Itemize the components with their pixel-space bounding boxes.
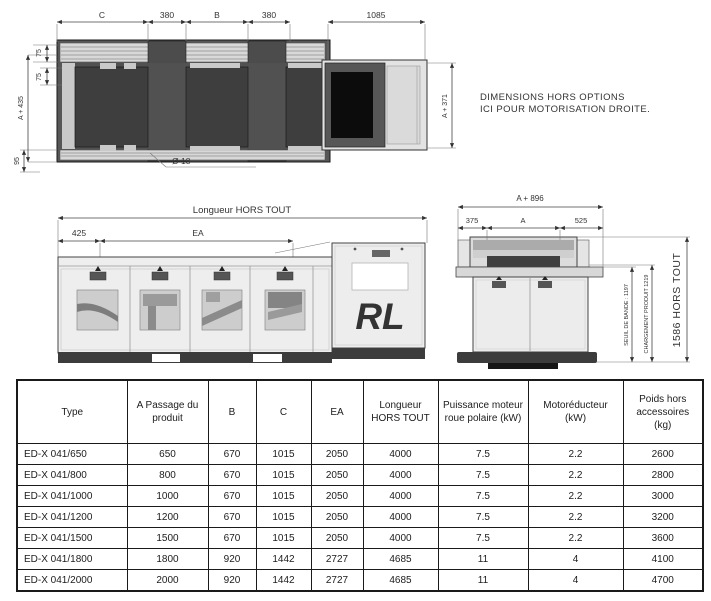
table-header-row [17,380,703,444]
column-header-ea: EA [311,380,363,444]
table-cell: 920 [208,549,256,570]
table-row [17,486,703,507]
table-cell: 7.5 [438,507,528,528]
table-cell: 2050 [311,465,363,486]
table-cell: 1015 [256,444,311,465]
table-cell: 670 [208,465,256,486]
table-cell: 4685 [363,570,438,592]
dim-label-a371: A + 371 [442,94,449,118]
table-cell: 1500 [127,528,208,549]
dim-label-1586-hors-tout: 1586 HORS TOUT [671,252,683,348]
dim-label-a: A [520,216,526,225]
table-cell: 4000 [363,444,438,465]
table-cell: 2050 [311,507,363,528]
table-cell: 4000 [363,507,438,528]
end-view-machine [456,237,603,369]
table-cell: 1015 [256,528,311,549]
table-cell: 7.5 [438,465,528,486]
table-row [17,465,703,486]
table-cell: 3200 [623,507,703,528]
column-header-poids: Poids hors accessoires (kg) [623,380,703,444]
dim-label-longueur-hors-tout: Longueur HORS TOUT [192,205,292,216]
table-cell: 2.2 [528,486,623,507]
column-header-type: Type [17,380,127,444]
table-row [17,570,703,592]
table-cell: 2.2 [528,528,623,549]
dim-label-375: 375 [465,216,479,225]
table-cell: 3000 [623,486,703,507]
dim-label-75-bottom: 75 [36,73,43,81]
dim-label-b: B [214,10,220,20]
table-cell: ED-X 041/1200 [17,507,127,528]
column-header-puissance: Puissance moteur roue polaire (kW) [438,380,528,444]
dim-label-hole-diameter: Ø 18 [172,156,191,166]
table-cell: 7.5 [438,444,528,465]
table-cell: ED-X 041/800 [17,465,127,486]
table-cell: 4685 [363,549,438,570]
dim-label-380-right: 380 [261,10,277,20]
column-header-c: C [256,380,311,444]
table-cell: 7.5 [438,528,528,549]
table-cell: 2800 [623,465,703,486]
table-cell: 1015 [256,465,311,486]
table-cell: ED-X 041/1500 [17,528,127,549]
table-cell: 670 [208,486,256,507]
column-header-a-passage: A Passage du produit [127,380,208,444]
table-cell: ED-X 041/2000 [17,570,127,592]
side-view-drawing [30,200,440,375]
dim-label-95: 95 [14,157,21,165]
table-cell: 670 [208,444,256,465]
table-cell: 2.2 [528,465,623,486]
table-cell: 800 [127,465,208,486]
table-cell: 11 [438,570,528,592]
dim-label-525: 525 [574,216,588,225]
dim-label-c: C [98,10,106,20]
table-cell: ED-X 041/1000 [17,486,127,507]
dim-label-380-left: 380 [159,10,175,20]
top-view-machine [57,40,427,162]
table-row [17,444,703,465]
table-cell: 4100 [623,549,703,570]
drawing-note-line1: DIMENSIONS HORS OPTIONS [480,92,625,103]
table-cell: 1800 [127,549,208,570]
table-cell: 2.2 [528,444,623,465]
table-cell: 1000 [127,486,208,507]
side-view-machine [58,243,425,363]
table-cell: 2727 [311,570,363,592]
drawing-note [480,92,650,116]
column-header-motoreducteur: Motoréducteur (kW) [528,380,623,444]
table-cell: 2050 [311,486,363,507]
table-cell: 1442 [256,570,311,592]
table-cell: 670 [208,507,256,528]
table-cell: ED-X 041/1800 [17,549,127,570]
dim-label-ea: EA [192,228,204,238]
table-cell: 2600 [623,444,703,465]
dim-label-seuil-de-bande: SEUIL DE BANDE : 1197 [624,284,630,346]
dim-label-75-top: 75 [36,49,43,57]
table-cell: ED-X 041/650 [17,444,127,465]
dim-label-chargement-produit: CHARGEMENT PRODUIT 1219 [644,274,650,354]
table-cell: 920 [208,570,256,592]
table-cell: 4 [528,549,623,570]
table-cell: 1015 [256,507,311,528]
table-cell: 4000 [363,528,438,549]
column-header-longueur: Longueur HORS TOUT [363,380,438,444]
table-cell: 1442 [256,549,311,570]
table-cell: 2727 [311,549,363,570]
dim-label-1085: 1085 [366,10,386,20]
table-cell: 670 [208,528,256,549]
table-cell: 4700 [623,570,703,592]
dim-label-425: 425 [71,228,87,238]
table-cell: 7.5 [438,486,528,507]
table-cell: 1200 [127,507,208,528]
table-cell: 3600 [623,528,703,549]
table-row [17,528,703,549]
column-header-b: B [208,380,256,444]
table-row [17,549,703,570]
spec-table [16,379,704,592]
table-cell: 2.2 [528,507,623,528]
table-cell: 1015 [256,486,311,507]
table-row [17,507,703,528]
table-cell: 4 [528,570,623,592]
table-cell: 11 [438,549,528,570]
dim-label-a435: A + 435 [18,96,25,120]
brand-logo: RL [355,296,405,337]
table-cell: 2050 [311,528,363,549]
table-cell: 2000 [127,570,208,592]
table-cell: 2050 [311,444,363,465]
end-view-drawing [440,190,711,375]
table-cell: 4000 [363,486,438,507]
dim-label-a896: A + 896 [516,194,544,203]
table-cell: 4000 [363,465,438,486]
table-cell: 650 [127,444,208,465]
drawing-note-line2: ICI POUR MOTORISATION DROITE. [480,104,651,115]
